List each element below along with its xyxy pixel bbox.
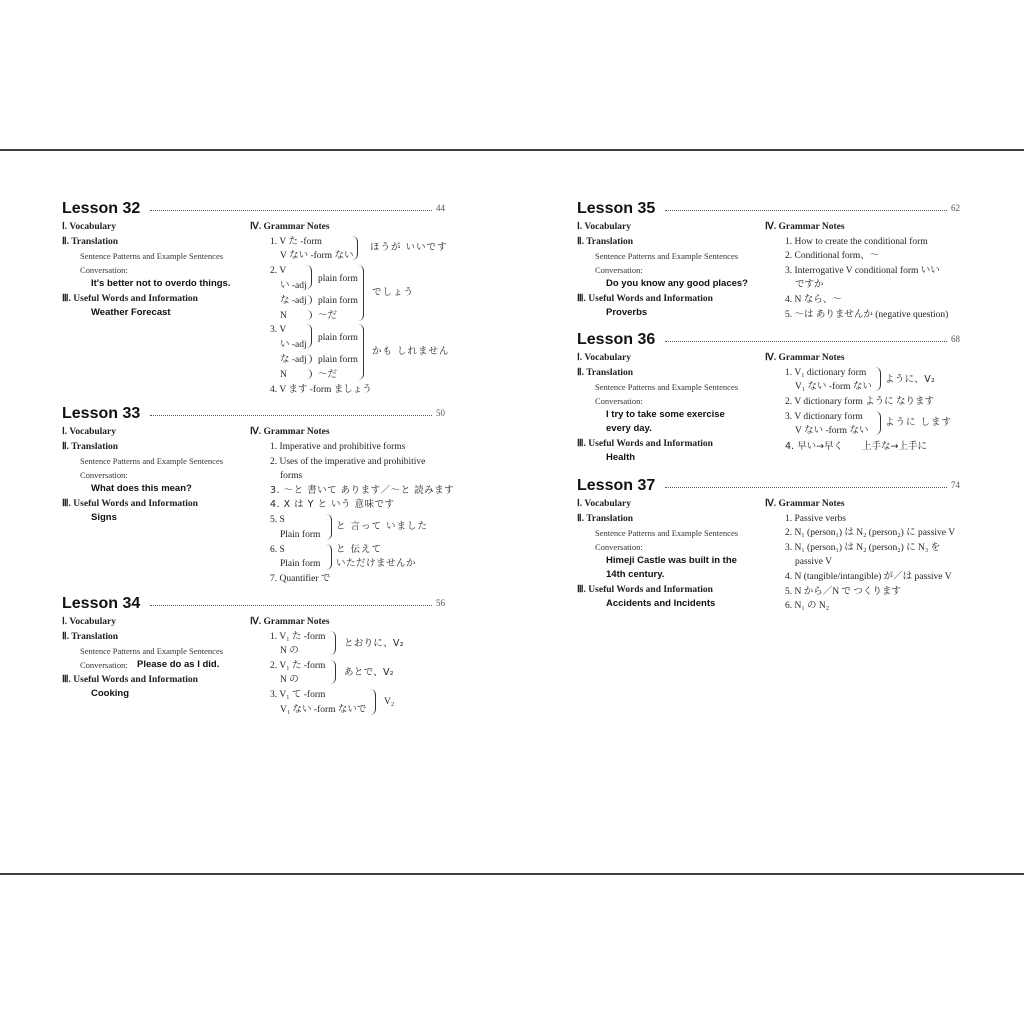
grammar-note: 3. Interrogative V conditional form いい: [785, 266, 940, 276]
grammar-note: N の: [280, 646, 299, 656]
grammar-note: 2. N₁ (person₁) は N₂ (person₂) に passive V: [785, 528, 956, 538]
grammar-note: 1. Imperative and prohibitive forms: [270, 442, 406, 452]
conversation-label: Conversation:: [80, 470, 128, 480]
leader-dots: [665, 487, 947, 488]
conversation-title[interactable]: Himeji Castle was built in the: [606, 555, 737, 566]
conversation-label: Conversation:: [80, 660, 128, 670]
grammar-note: 4. X は Y と いう 意味です: [270, 499, 395, 510]
grammar-note: 1. V₁ た -form: [270, 632, 326, 642]
section-grammar-notes[interactable]: Ⅳ. Grammar Notes: [250, 427, 330, 437]
grammar-note: 1. Passive verbs: [785, 514, 846, 524]
leader-dots: [150, 605, 432, 606]
page-number: 74: [951, 480, 960, 490]
lesson-title: Lesson 33: [62, 405, 141, 422]
lesson-36: [577, 331, 962, 466]
grammar-note: 6. N₁ の N₂: [785, 601, 830, 611]
sentence-patterns[interactable]: Sentence Patterns and Example Sentences: [595, 528, 739, 538]
grammar-note: Plain form: [280, 530, 321, 540]
page-number: 62: [951, 203, 960, 213]
grammar-note: い -adj: [280, 340, 307, 350]
section-useful-words[interactable]: Ⅲ. Useful Words and Information: [577, 439, 713, 449]
grammar-note: 5. N から／N で つくります: [785, 587, 901, 597]
grammar-note: N: [280, 311, 287, 321]
sentence-patterns[interactable]: Sentence Patterns and Example Sentences: [595, 251, 739, 261]
useful-topic[interactable]: Cooking: [91, 688, 129, 699]
grammar-note: 4. V ます -form ましょう: [270, 385, 372, 395]
lesson-37: [577, 477, 962, 617]
conversation-title[interactable]: Please do as I did.: [137, 659, 220, 670]
brace: [306, 310, 312, 320]
grammar-note: あとで、V₂: [344, 667, 394, 678]
grammar-note: と 伝えて: [336, 544, 383, 555]
grammar-note: 5. S: [270, 515, 285, 525]
grammar-note: 3. V dictionary form: [785, 412, 863, 422]
grammar-note: かも しれません: [372, 346, 450, 357]
brace: [306, 295, 312, 305]
brace: [358, 265, 364, 321]
lesson-35: [577, 200, 962, 325]
grammar-note: 2. Conditional form、～: [785, 251, 880, 261]
section-grammar-notes[interactable]: Ⅳ. Grammar Notes: [250, 222, 330, 232]
section-useful-words[interactable]: Ⅲ. Useful Words and Information: [577, 585, 713, 595]
grammar-note: 4. N (tangible/intangible) が／は passive V: [785, 572, 952, 582]
grammar-note: 2. V₁ た -form: [270, 661, 326, 671]
grammar-note: 3. N₁ (person₁) は N₂ (person₂) に N₃ を: [785, 543, 941, 553]
section-useful-words[interactable]: Ⅲ. Useful Words and Information: [62, 294, 198, 304]
grammar-note: V ない -form ない: [280, 251, 354, 261]
page-number: 50: [436, 408, 445, 418]
grammar-note: plain form: [318, 296, 358, 306]
grammar-note: 2. Uses of the imperative and prohibitive: [270, 457, 426, 467]
grammar-note: 4. N なら、～: [785, 295, 842, 305]
grammar-note: V₂: [384, 697, 395, 707]
grammar-note: 2. V: [270, 266, 287, 276]
lesson-header: [577, 477, 962, 497]
grammar-note: 7. Quantifier で: [270, 574, 331, 584]
grammar-note: V₁ ない -form ない: [795, 382, 872, 392]
leader-dots: [150, 210, 432, 211]
section-grammar-notes[interactable]: Ⅳ. Grammar Notes: [250, 617, 330, 627]
brace: [306, 265, 312, 289]
section-grammar-notes[interactable]: Ⅳ. Grammar Notes: [765, 499, 845, 509]
grammar-note: 6. S: [270, 545, 285, 555]
section-vocabulary[interactable]: Ⅰ. Vocabulary: [577, 222, 632, 232]
grammar-note: plain form: [318, 355, 358, 365]
brace: [358, 324, 364, 380]
brace: [306, 369, 312, 379]
grammar-note: 1. V₁ dictionary form: [785, 368, 867, 378]
grammar-note: forms: [280, 471, 303, 481]
page-number: 68: [951, 334, 960, 344]
leader-dots: [665, 210, 947, 211]
grammar-note: V₁ ない -form ないで: [280, 705, 367, 715]
section-translation[interactable]: Ⅱ. Translation: [62, 632, 119, 642]
page-number: 56: [436, 598, 445, 608]
grammar-note: 1. How to create the conditional form: [785, 237, 928, 247]
brace: [330, 660, 336, 684]
section-translation[interactable]: Ⅱ. Translation: [62, 237, 119, 247]
grammar-note: いただけませんか: [336, 558, 417, 569]
grammar-note: 3. ～と 書いて あります／～と 読みます: [270, 485, 455, 496]
conversation-title[interactable]: Do you know any good places?: [606, 278, 748, 289]
grammar-note: い -adj: [280, 281, 307, 291]
sentence-patterns[interactable]: Sentence Patterns and Example Sentences: [80, 251, 224, 261]
conversation-label: Conversation:: [595, 265, 643, 275]
grammar-note: 3. V₁ て -form: [270, 690, 326, 700]
lesson-34: [62, 595, 447, 725]
useful-topic[interactable]: Health: [606, 452, 636, 463]
grammar-note: ほうが いいです: [370, 242, 448, 253]
grammar-note: 5. ～は ありませんか (negative question): [785, 310, 949, 320]
lesson-32: [62, 200, 450, 400]
page-number: 44: [436, 203, 445, 213]
grammar-note: ように、V₂: [885, 374, 936, 385]
grammar-note: ～だ: [318, 370, 338, 380]
lesson-title: Lesson 35: [577, 200, 656, 217]
grammar-note: Plain form: [280, 559, 321, 569]
grammar-note: ～だ: [318, 311, 338, 321]
grammar-note: 4. 早い→早く 上手な→上手に: [785, 441, 928, 452]
conversation-label: Conversation:: [595, 542, 643, 552]
section-vocabulary[interactable]: Ⅰ. Vocabulary: [62, 222, 117, 232]
brace: [326, 544, 332, 570]
brace: [326, 514, 332, 540]
lesson-header: [577, 331, 962, 351]
bottom-rule: [0, 873, 1024, 875]
grammar-note: N の: [280, 675, 299, 685]
sentence-patterns[interactable]: Sentence Patterns and Example Sentences: [80, 646, 224, 656]
brace: [306, 324, 312, 348]
lesson-header: [577, 200, 962, 220]
sentence-patterns[interactable]: Sentence Patterns and Example Sentences: [80, 456, 224, 466]
section-useful-words[interactable]: Ⅲ. Useful Words and Information: [62, 675, 198, 685]
lesson-header: [62, 200, 447, 220]
grammar-note: 1. V た -form: [270, 237, 322, 247]
grammar-note: plain form: [318, 333, 358, 343]
grammar-note: ですか: [795, 280, 824, 290]
conversation-label: Conversation:: [595, 396, 643, 406]
lesson-title: Lesson 36: [577, 331, 656, 348]
grammar-note: 3. V: [270, 325, 287, 335]
lesson-header: [62, 595, 447, 615]
useful-topic[interactable]: Signs: [91, 512, 117, 523]
brace: [875, 367, 881, 391]
grammar-note: ように します: [885, 417, 953, 428]
conversation-title[interactable]: What does this mean?: [91, 483, 192, 494]
grammar-note: でしょう: [372, 287, 415, 298]
brace: [330, 631, 336, 655]
section-vocabulary[interactable]: Ⅰ. Vocabulary: [62, 427, 117, 437]
useful-topic[interactable]: Proverbs: [606, 307, 648, 318]
grammar-note: な -adj: [280, 355, 307, 365]
section-translation[interactable]: Ⅱ. Translation: [62, 442, 119, 452]
grammar-note: plain form: [318, 274, 358, 284]
brace: [370, 689, 376, 715]
brace: [875, 411, 881, 435]
section-grammar-notes[interactable]: Ⅳ. Grammar Notes: [765, 222, 845, 232]
useful-topic[interactable]: Weather Forecast: [91, 307, 171, 318]
lesson-title: Lesson 32: [62, 200, 141, 217]
section-useful-words[interactable]: Ⅲ. Useful Words and Information: [577, 294, 713, 304]
section-vocabulary[interactable]: Ⅰ. Vocabulary: [577, 499, 632, 509]
section-grammar-notes[interactable]: Ⅳ. Grammar Notes: [765, 353, 845, 363]
section-translation[interactable]: Ⅱ. Translation: [577, 237, 634, 247]
grammar-note: 2. V dictionary form ように なります: [785, 397, 934, 407]
conversation-title[interactable]: It's better not to overdo things.: [91, 278, 231, 289]
brace: [352, 236, 358, 260]
conversation-title-cont[interactable]: 14th century.: [606, 569, 665, 580]
section-translation[interactable]: Ⅱ. Translation: [577, 514, 634, 524]
grammar-note: と 言って いました: [336, 521, 429, 532]
grammar-note: passive V: [795, 557, 833, 567]
grammar-note: V ない -form ない: [795, 426, 869, 436]
sentence-patterns[interactable]: Sentence Patterns and Example Sentences: [595, 382, 739, 392]
conversation-title[interactable]: I try to take some exercise: [606, 409, 725, 420]
conversation-title-cont[interactable]: every day.: [606, 423, 652, 434]
grammar-note: とおりに、V₂: [344, 638, 404, 649]
grammar-note: N: [280, 370, 287, 380]
useful-topic[interactable]: Accidents and Incidents: [606, 598, 716, 609]
section-useful-words[interactable]: Ⅲ. Useful Words and Information: [62, 499, 198, 509]
section-translation[interactable]: Ⅱ. Translation: [577, 368, 634, 378]
grammar-note: な -adj: [280, 296, 307, 306]
leader-dots: [150, 415, 432, 416]
section-vocabulary[interactable]: Ⅰ. Vocabulary: [577, 353, 632, 363]
conversation-label: Conversation:: [80, 265, 128, 275]
lesson-33: [62, 405, 455, 585]
lesson-title: Lesson 37: [577, 477, 656, 494]
brace: [306, 354, 312, 364]
lesson-header: [62, 405, 447, 425]
section-vocabulary[interactable]: Ⅰ. Vocabulary: [62, 617, 117, 627]
lesson-title: Lesson 34: [62, 595, 141, 612]
top-rule: [0, 149, 1024, 151]
leader-dots: [665, 341, 947, 342]
